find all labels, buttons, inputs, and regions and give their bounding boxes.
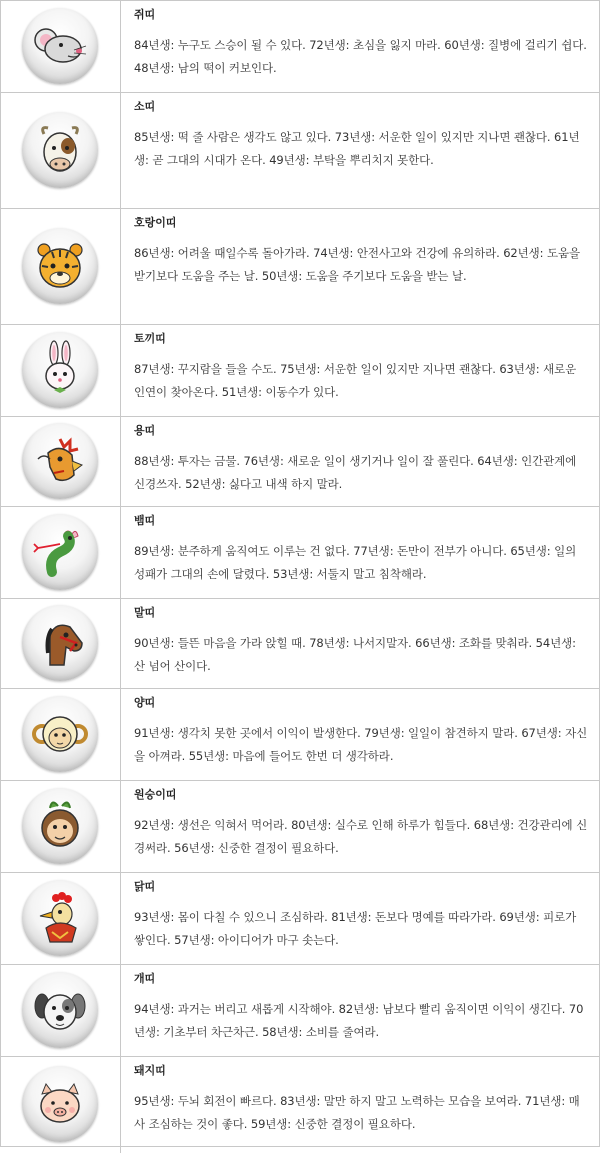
icon-cell xyxy=(1,417,121,506)
zodiac-name: 쥐띠 xyxy=(134,8,156,21)
zodiac-fortune: 85년생: 떡 줄 사람은 생각도 않고 있다. 73년생: 서운한 일이 있지만 지나면 괜찮다. 61년생: 곧 그대의 시대가 온다. 49년생: 부탁을 뿌리치지 못한다. xyxy=(134,130,580,167)
zodiac-text xyxy=(134,99,589,171)
dog-icon xyxy=(22,972,98,1048)
icon-cell xyxy=(1,599,121,688)
zodiac-row-rooster xyxy=(1,873,599,965)
zodiac-row-horse xyxy=(1,599,599,689)
zodiac-name: 뱀띠 xyxy=(134,514,156,527)
zodiac-text xyxy=(134,7,589,79)
zodiac-row-sheep xyxy=(1,689,599,781)
zodiac-row-tiger xyxy=(1,209,599,325)
zodiac-text xyxy=(134,1063,589,1135)
zodiac-fortune: 93년생: 몸이 다칠 수 있으니 조심하라. 81년생: 돈보다 명예를 따라가라. 69년생: 피로가 쌓인다. 57년생: 아이디어가 마구 솟는다. xyxy=(134,910,577,947)
zodiac-fortune: 90년생: 들뜬 마음을 가라 앉힐 때. 78년생: 나서지말자. 66년생: 조화를 맞춰라. 54년생: 산 넘어 산이다. xyxy=(134,636,576,673)
snake-icon xyxy=(22,514,98,590)
zodiac-name: 토끼띠 xyxy=(134,332,166,345)
zodiac-text xyxy=(134,879,589,951)
icon-cell xyxy=(1,507,121,598)
dragon-icon xyxy=(22,423,98,499)
zodiac-text xyxy=(134,605,589,677)
icon-cell xyxy=(1,93,121,208)
sheep-icon xyxy=(22,696,98,772)
zodiac-text xyxy=(134,695,589,767)
zodiac-row-pig xyxy=(1,1057,599,1153)
zodiac-fortune: 92년생: 생선은 익혀서 먹어라. 80년생: 실수로 인해 하루가 힘들다. 68년생: 건강관리에 신경써라. 56년생: 신중한 결정이 필요하다. xyxy=(134,818,588,855)
zodiac-fortune: 84년생: 누구도 스승이 될 수 있다. 72년생: 초심을 잃지 마라. 60년생: 질병에 걸리기 쉽다. 48년생: 남의 떡이 커보인다. xyxy=(134,38,587,75)
horse-icon xyxy=(22,605,98,681)
icon-cell xyxy=(1,965,121,1056)
zodiac-fortune: 91년생: 생각치 못한 곳에서 이익이 발생한다. 79년생: 일일이 참견하지 말라. 67년생: 자신을 아껴라. 55년생: 마음에 들어도 한번 더 생각하라. xyxy=(134,726,588,763)
zodiac-text xyxy=(134,971,589,1043)
monkey-icon xyxy=(22,788,98,864)
icon-cell xyxy=(1,873,121,964)
icon-cell xyxy=(1,1,121,92)
icon-cell xyxy=(1,689,121,780)
zodiac-name: 용띠 xyxy=(134,424,156,437)
ox-icon xyxy=(22,112,98,188)
zodiac-name: 말띠 xyxy=(134,606,156,619)
zodiac-text xyxy=(134,423,589,495)
zodiac-name: 개띠 xyxy=(134,972,156,985)
zodiac-text xyxy=(134,513,589,585)
zodiac-fortune: 95년생: 두뇌 회전이 빠르다. 83년생: 말만 하지 말고 노력하는 모습을 보여라. 71년생: 매사 조심하는 것이 좋다. 59년생: 신중한 결정이 필요하다. xyxy=(134,1094,580,1131)
zodiac-name: 닭띠 xyxy=(134,880,156,893)
icon-cell xyxy=(1,325,121,416)
zodiac-text xyxy=(134,215,589,287)
zodiac-row-dog xyxy=(1,965,599,1057)
zodiac-fortune: 86년생: 어려울 때일수록 돌아가라. 74년생: 안전사고와 건강에 유의하라. 62년생: 도움을 받기보다 도움을 주는 날. 50년생: 도움을 주기보다 도움을 받는 날. xyxy=(134,246,581,283)
icon-cell xyxy=(1,781,121,872)
zodiac-row-dragon xyxy=(1,417,599,507)
zodiac-row-monkey xyxy=(1,781,599,873)
zodiac-name: 원숭이띠 xyxy=(134,788,177,801)
zodiac-row-rat xyxy=(1,1,599,93)
zodiac-fortune: 89년생: 분주하게 움직여도 이루는 건 없다. 77년생: 돈만이 전부가 아니다. 65년생: 일의 성패가 그대의 손에 달렸다. 53년생: 서둘지 말고 침착해라. xyxy=(134,544,577,581)
zodiac-fortune: 87년생: 꾸지람을 들을 수도. 75년생: 서운한 일이 있지만 지나면 괜찮다. 63년생: 새로운 인연이 찾아온다. 51년생: 이동수가 있다. xyxy=(134,362,577,399)
icon-cell xyxy=(1,209,121,324)
zodiac-text xyxy=(134,331,589,403)
zodiac-name: 돼지띠 xyxy=(134,1064,166,1077)
zodiac-name: 양띠 xyxy=(134,696,156,709)
icon-cell xyxy=(1,1057,121,1153)
zodiac-fortune: 88년생: 투자는 금물. 76년생: 새로운 일이 생기거나 일이 잘 풀린다. 64년생: 인간관계에 신경쓰자. 52년생: 싫다고 내색 하지 말라. xyxy=(134,454,577,491)
tiger-icon xyxy=(22,228,98,304)
zodiac-name: 호랑이띠 xyxy=(134,216,177,229)
pig-icon xyxy=(22,1066,98,1142)
zodiac-row-rabbit xyxy=(1,325,599,417)
zodiac-row-snake xyxy=(1,507,599,599)
rooster-icon xyxy=(22,880,98,956)
zodiac-text xyxy=(134,787,589,859)
zodiac-name: 소띠 xyxy=(134,100,156,113)
rat-icon xyxy=(22,8,98,84)
zodiac-row-ox xyxy=(1,93,599,209)
zodiac-fortune: 94년생: 과거는 버리고 새롭게 시작해야. 82년생: 남보다 빨리 움직이면 이익이 생긴다. 70년생: 기초부터 차근차근. 58년생: 소비를 줄여라. xyxy=(134,1002,584,1039)
rabbit-icon xyxy=(22,332,98,408)
